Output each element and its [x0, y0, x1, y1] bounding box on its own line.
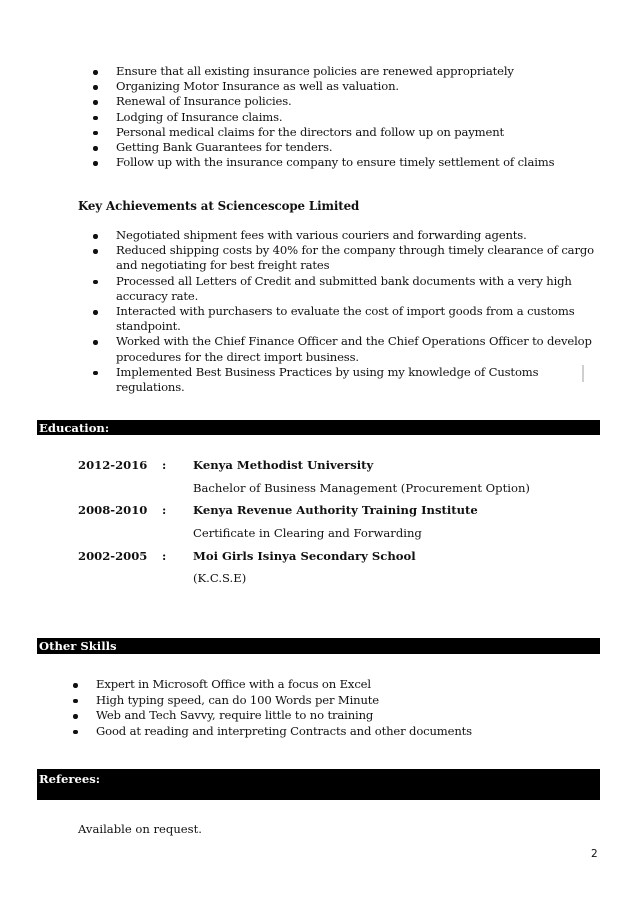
referees-text: Available on request. — [78, 822, 202, 836]
bullet-icon — [73, 699, 78, 704]
institution-name: Moi Girls Isinya Secondary School — [193, 549, 416, 563]
list-item: Getting Bank Guarantees for tenders. — [78, 140, 608, 155]
list-item: Worked with the Chief Finance Officer and the Chief Operations Officer to develop procedures for the direct import business. — [78, 334, 608, 364]
text-cursor — [582, 365, 584, 382]
referees-title: Referees: — [39, 772, 101, 786]
separator: : — [162, 458, 167, 472]
list-item: Lodging of Insurance claims. — [78, 110, 608, 125]
list-item: Negotiated shipment fees with various couriers and forwarding agents. — [78, 228, 608, 243]
bullet-icon — [73, 714, 78, 719]
education-row — [78, 458, 598, 474]
bullet-icon — [93, 116, 98, 121]
institution-name: Kenya Revenue Authority Training Institute — [193, 503, 478, 517]
bullet-icon — [73, 683, 78, 688]
bullet-icon — [93, 280, 98, 285]
bullet-icon — [93, 100, 98, 105]
list-item: Ensure that all existing insurance policies are renewed appropriately — [78, 64, 608, 79]
list-item: Expert in Microsoft Office with a focus on Excel — [58, 677, 578, 693]
bullet-icon — [73, 730, 78, 735]
separator: : — [162, 503, 167, 517]
education-detail: Certificate in Clearing and Forwarding — [193, 526, 422, 540]
list-item: Personal medical claims for the directors and follow up on payment — [78, 125, 608, 140]
skills-section-bar — [37, 638, 600, 654]
bullet-icon — [93, 85, 98, 90]
bullet-icon — [93, 371, 98, 376]
bullet-icon — [93, 70, 98, 75]
bullet-icon — [93, 340, 98, 345]
list-item: Processed all Letters of Credit and submitted bank documents with a very high accuracy rate. — [78, 274, 608, 304]
achievements-heading: Key Achievements at Sciencescope Limited — [78, 199, 360, 213]
education-years: 2002-2005 — [78, 549, 148, 563]
achievements-list — [78, 228, 608, 395]
education-detail: (K.C.S.E) — [193, 571, 247, 585]
bullet-icon — [93, 131, 98, 136]
education-section-bar — [37, 420, 600, 435]
bullet-icon — [93, 146, 98, 151]
education-title: Education: — [39, 421, 110, 435]
list-item[interactable]: Implemented Best Business Practices by using my knowledge of Customs regulations. — [78, 365, 608, 395]
list-item: Renewal of Insurance policies. — [78, 94, 608, 109]
separator: : — [162, 549, 167, 563]
list-item: Follow up with the insurance company to ensure timely settlement of claims — [78, 155, 608, 170]
list-item: High typing speed, can do 100 Words per Minute — [58, 693, 578, 709]
education-row — [78, 503, 598, 519]
referees-section-bar — [37, 769, 600, 800]
list-item: Organizing Motor Insurance as well as valuation. — [78, 79, 608, 94]
list-item: Good at reading and interpreting Contracts and other documents — [58, 724, 578, 740]
bullet-icon — [93, 161, 98, 166]
list-item: Web and Tech Savvy, require little to no training — [58, 708, 578, 724]
institution-name: Kenya Methodist University — [193, 458, 374, 472]
education-row — [78, 549, 598, 565]
skills-title: Other Skills — [39, 639, 117, 653]
bullet-icon — [93, 249, 98, 254]
bullet-icon — [93, 234, 98, 239]
page-number: 2 — [591, 848, 598, 860]
education-years: 2012-2016 — [78, 458, 148, 472]
education-detail: Bachelor of Business Management (Procurement Option) — [193, 481, 530, 495]
list-item: Interacted with purchasers to evaluate the cost of import goods from a customs standpoint. — [78, 304, 608, 334]
skills-list — [58, 677, 578, 739]
list-item: Reduced shipping costs by 40% for the company through timely clearance of cargo and negotiating for best freight rates — [78, 243, 608, 273]
duties-list — [78, 64, 608, 170]
education-years: 2008-2010 — [78, 503, 148, 517]
bullet-icon — [93, 310, 98, 315]
